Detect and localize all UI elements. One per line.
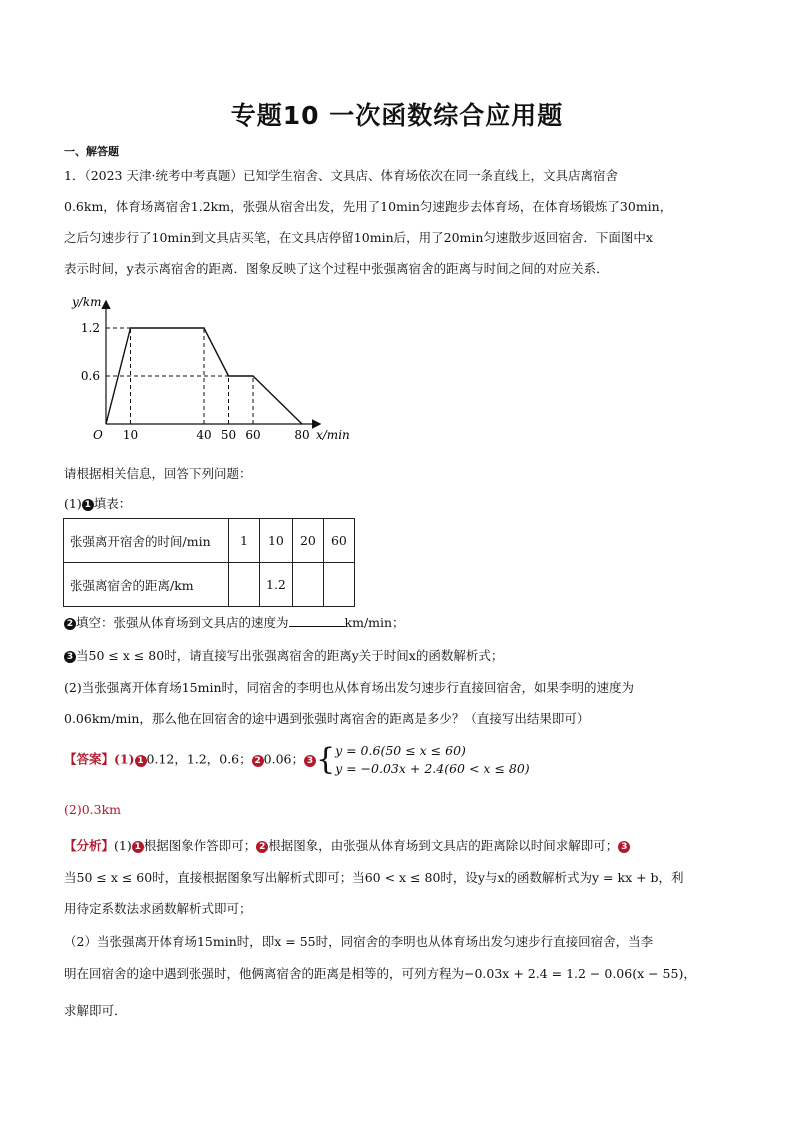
answer-block [64,742,530,778]
analysis-line2: 当50 ≤ x ≤ 60时，直接根据图象写出解析式即可；当60 < x ≤ 80时，设y与x的函数解析式为y = kx + b，利 [64,870,684,885]
circled-1: 1 [135,755,147,767]
brace: { [315,742,336,777]
q1-label: (1) [64,496,82,511]
problem-text [64,160,734,284]
distance-time-graph [64,292,364,452]
prompt: 请根据相关信息，回答下列问题： [64,466,252,481]
question-1 [64,494,131,512]
table-cell[interactable] [292,563,323,607]
table-header: 张强离宿舍的距离/km [64,563,229,607]
y-tick-label: 1.2 [80,321,100,335]
circled-3: 3 [64,651,76,663]
problem-line: 0.6km，体育场离宿舍1.2km，张强从宿舍出发，先用了10min匀速跑步去体育场，在体育场锻炼了30min， [64,199,673,214]
x-tick-label: 60 [245,428,261,442]
x-tick-label: 10 [122,428,139,442]
circled-1: 1 [132,841,144,853]
answer-value: 0.12，1.2，0.6； [146,751,252,767]
analysis-line6: 求解即可． [64,1003,127,1018]
page-title: 专题10 一次函数综合应用题 [230,101,564,130]
circled-2: 2 [64,618,76,630]
analysis-line1 [64,836,630,854]
answer-part1: (1) [114,751,135,767]
section-heading: 一、解答题 [64,145,119,158]
x-tick-label: 40 [196,428,212,442]
table-cell: 60 [323,519,354,563]
table-row [64,519,355,563]
answer-blank[interactable] [289,614,345,627]
analysis-tag: 【分析】 [64,838,115,853]
q2-text: 填空：张强从体育场到文具店的速度为 [76,615,289,630]
analysis-text: (1) [114,838,132,853]
fill-table [63,518,355,607]
table-cell: 20 [292,519,323,563]
q2-unit: km/min； [344,615,405,630]
equation: y = −0.03x + 2.4(60 < x ≤ 80) [335,761,530,776]
circled-2: 2 [256,841,268,853]
table-cell: 1.2 [260,563,293,607]
question-1-3 [64,646,503,664]
answer-value: 0.06； [263,751,304,767]
circled-3: 3 [618,841,630,853]
question-1-2 [64,613,405,631]
answer-part2: (2)0.3km [64,802,122,817]
table-cell[interactable] [323,563,354,607]
table-cell[interactable] [229,563,260,607]
circled-2: 2 [252,755,264,767]
equation: y = 0.6(50 ≤ x ≤ 60) [335,743,466,758]
q3-text: 当50 ≤ x ≤ 80时，请直接写出张强离宿舍的距离y关于时间x的函数解析式； [76,648,504,663]
problem-line: 表示时间，y表示离宿舍的距离．图象反映了这个过程中张强离宿舍的距离与时间之间的对应关系． [64,261,609,276]
question-2-line1: (2)当张强离开体育场15min时，同宿舍的李明也从体育场出发匀速步行直接回宿舍，如果李明的速度为 [64,680,635,695]
analysis-line5: 明在回宿舍的途中遇到张强时，他俩离宿舍的距离是相等的，可列方程为−0.03x + 2.4 = 1.2 − 0.06(x − 55)， [64,966,696,981]
question-2-line2: 0.06km/min，那么他在回宿舍的途中遇到张强时离宿舍的距离是多少？（直接写出结果即可） [64,711,590,726]
circled-1: 1 [82,499,94,511]
y-axis-label: y/km [72,295,102,309]
answer-tag: 【答案】 [64,751,115,767]
x-tick-label: 80 [294,428,310,442]
q1-text: 填表： [93,496,132,511]
origin-label: O [93,428,103,442]
table-header: 张强离开宿舍的时间/min [64,519,229,563]
equation-system [335,742,530,778]
problem-line: 之后匀速步行了10min到文具店买笔，在文具店停留10min后，用了20min匀速散步返回宿舍．下面图中x [64,230,653,245]
y-tick-label: 0.6 [80,369,100,383]
x-tick-label: 50 [220,428,237,442]
table-cell: 1 [229,519,260,563]
analysis-text: 根据图象作答即可； [143,838,257,853]
x-axis-label: x/min [316,428,350,442]
problem-line: 1．（2023 天津·统考中考真题）已知学生宿舍、文具店、体育场依次在同一条直线上，文具店离宿舍 [64,168,618,183]
analysis-line4: （2）当张强离开体育场15min时，即x = 55时，同宿舍的李明也从体育场出发匀速步行直接回宿舍，当李 [64,934,654,949]
circled-3: 3 [304,755,316,767]
table-row [64,563,355,607]
analysis-line3: 用待定系数法求函数解析式即可； [64,901,252,916]
table-cell: 10 [260,519,293,563]
analysis-text: 根据图象，由张强从体育场到文具店的距离除以时间求解即可； [268,838,619,853]
